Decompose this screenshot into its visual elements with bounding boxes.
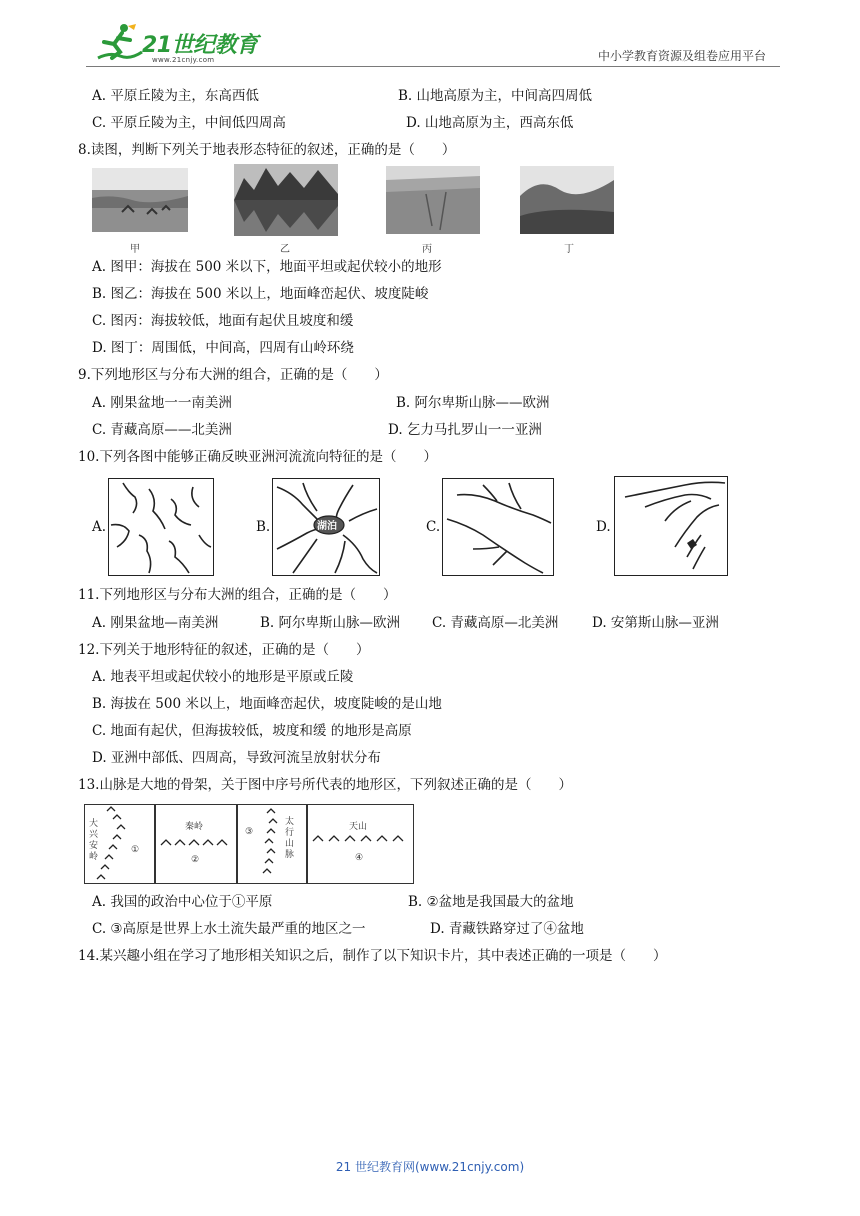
river-map-c-icon xyxy=(443,479,553,575)
option-b: B. 海拔在 500 米以上，地面峰峦起伏，坡度陡峻的是山地 xyxy=(92,696,442,712)
photo-label-ding: 丁 xyxy=(564,244,574,255)
river-map-label-c: C. xyxy=(426,519,441,535)
map-panel-2 xyxy=(154,804,238,884)
option-d: D. 亚洲中部低、四周高，导致河流呈放射状分布 xyxy=(92,750,381,766)
map-panel-4 xyxy=(306,804,414,884)
mountain-map xyxy=(84,804,414,884)
option-b: B. ②盆地是我国最大的盆地 xyxy=(408,894,574,910)
basin-photo-icon xyxy=(520,166,614,234)
option-d: D. 乞力马扎罗山一一亚洲 xyxy=(388,422,542,438)
photo-label-jia: 甲 xyxy=(130,244,140,255)
page-footer: 21 世纪教育网(www.21cnjy.com) xyxy=(335,1160,525,1174)
river-map-d xyxy=(614,476,728,576)
map-panel-1 xyxy=(84,804,156,884)
river-map-a-icon xyxy=(109,479,213,575)
photo-jia xyxy=(92,168,188,232)
map-label-p1-num: ① xyxy=(131,845,140,855)
plateau-photo-icon xyxy=(386,166,480,234)
question-stem: 12.下列关于地形特征的叙述，正确的是（ ） xyxy=(78,642,370,658)
option-a: A. 地表平坦或起伏较小的地形是平原或丘陵 xyxy=(92,669,354,685)
photo-label-yi: 乙 xyxy=(280,244,290,255)
option-a: A. 平原丘陵为主，东高西低 xyxy=(92,88,259,104)
question-stem: 9.下列地形区与分布大洲的组合，正确的是（ ） xyxy=(78,367,388,383)
map-label-p4-name: 天山 xyxy=(349,822,368,832)
map-label-p2-name: 秦岭 xyxy=(185,822,204,832)
option-d: D. 安第斯山脉—亚洲 xyxy=(592,615,719,631)
option-c: C. 地面有起伏，但海拔较低，坡度和缓 的地形是高原 xyxy=(92,723,412,739)
mountain-range-2-icon xyxy=(155,805,237,883)
river-map-d-icon xyxy=(615,477,727,575)
lake-label: 湖泊 xyxy=(317,521,337,532)
river-map-b xyxy=(272,478,380,576)
option-a: A. 刚果盆地—南美洲 xyxy=(92,615,219,631)
option-a: A. 刚果盆地一一南美洲 xyxy=(92,395,232,411)
photo-bing xyxy=(386,166,480,234)
map-label-p1-name: 大兴安岭 xyxy=(89,819,99,862)
mountain-lake-photo-icon xyxy=(234,164,338,236)
photo-yi xyxy=(234,164,338,236)
option-c: C. 图丙：海拔较低，地面有起伏且坡度和缓 xyxy=(92,313,354,329)
option-d: D. 山地高原为主，西高东低 xyxy=(406,115,574,131)
option-b: B. 山地高原为主，中间高四周低 xyxy=(398,88,593,104)
question-stem: 14.某兴趣小组在学习了地形相关知识之后，制作了以下知识卡片，其中表述正确的一项是（ ） xyxy=(78,948,667,964)
logo xyxy=(92,20,262,68)
question-stem: 11.下列地形区与分布大洲的组合，正确的是（ ） xyxy=(78,587,397,603)
photo-ding xyxy=(520,166,614,234)
option-c: C. ③高原是世界上水土流失最严重的地区之一 xyxy=(92,921,366,937)
platform-name: 中小学教育资源及组卷应用平台 xyxy=(598,49,767,63)
option-a: A. 我国的政治中心位于①平原 xyxy=(92,894,273,910)
option-c: C. 青藏高原—北美洲 xyxy=(432,615,559,631)
grassland-photo-icon xyxy=(92,168,188,232)
option-b: B. 图乙：海拔在 500 米以上，地面峰峦起伏、坡度陡峻 xyxy=(92,286,429,302)
map-label-p4-num: ④ xyxy=(355,853,364,863)
mountain-range-3-icon xyxy=(237,805,307,883)
mountain-range-4-icon xyxy=(307,805,413,883)
logo-text: 21世纪教育 xyxy=(142,33,258,58)
logo-url: www.21cnjy.com xyxy=(152,56,215,64)
question-stem: 8.读图，判断下列关于地表形态特征的叙述，正确的是（ ） xyxy=(78,142,456,158)
option-b: B. 阿尔卑斯山脉—欧洲 xyxy=(260,615,401,631)
photo-label-bing: 丙 xyxy=(422,244,432,255)
question-stem: 13.山脉是大地的骨架，关于图中序号所代表的地形区，下列叙述正确的是（ ） xyxy=(78,777,572,793)
option-c: C. 青藏高原——北美洲 xyxy=(92,422,232,438)
river-map-label-d: D. xyxy=(596,519,611,535)
option-b: B. 阿尔卑斯山脉——欧洲 xyxy=(396,395,550,411)
river-map-c xyxy=(442,478,554,576)
option-a: A. 图甲：海拔在 500 米以下，地面平坦或起伏较小的地形 xyxy=(92,259,442,275)
header-rule xyxy=(86,66,780,67)
runner-logo-icon xyxy=(92,22,144,64)
map-label-p2-num: ② xyxy=(191,855,200,865)
question-stem: 10.下列各图中能够正确反映亚洲河流流向特征的是（ ） xyxy=(78,449,437,465)
map-panel-3 xyxy=(236,804,308,884)
river-map-label-a: A. xyxy=(92,519,107,535)
river-map-label-b: B. xyxy=(256,519,271,535)
river-map-a xyxy=(108,478,214,576)
option-d: D. 青藏铁路穿过了④盆地 xyxy=(430,921,584,937)
option-c: C. 平原丘陵为主，中间低四周高 xyxy=(92,115,286,131)
map-label-p3-num: ③ xyxy=(245,827,254,837)
map-label-p3-name: 太行山脉 xyxy=(285,817,295,860)
option-d: D. 图丁：周围低，中间高，四周有山岭环绕 xyxy=(92,340,354,356)
